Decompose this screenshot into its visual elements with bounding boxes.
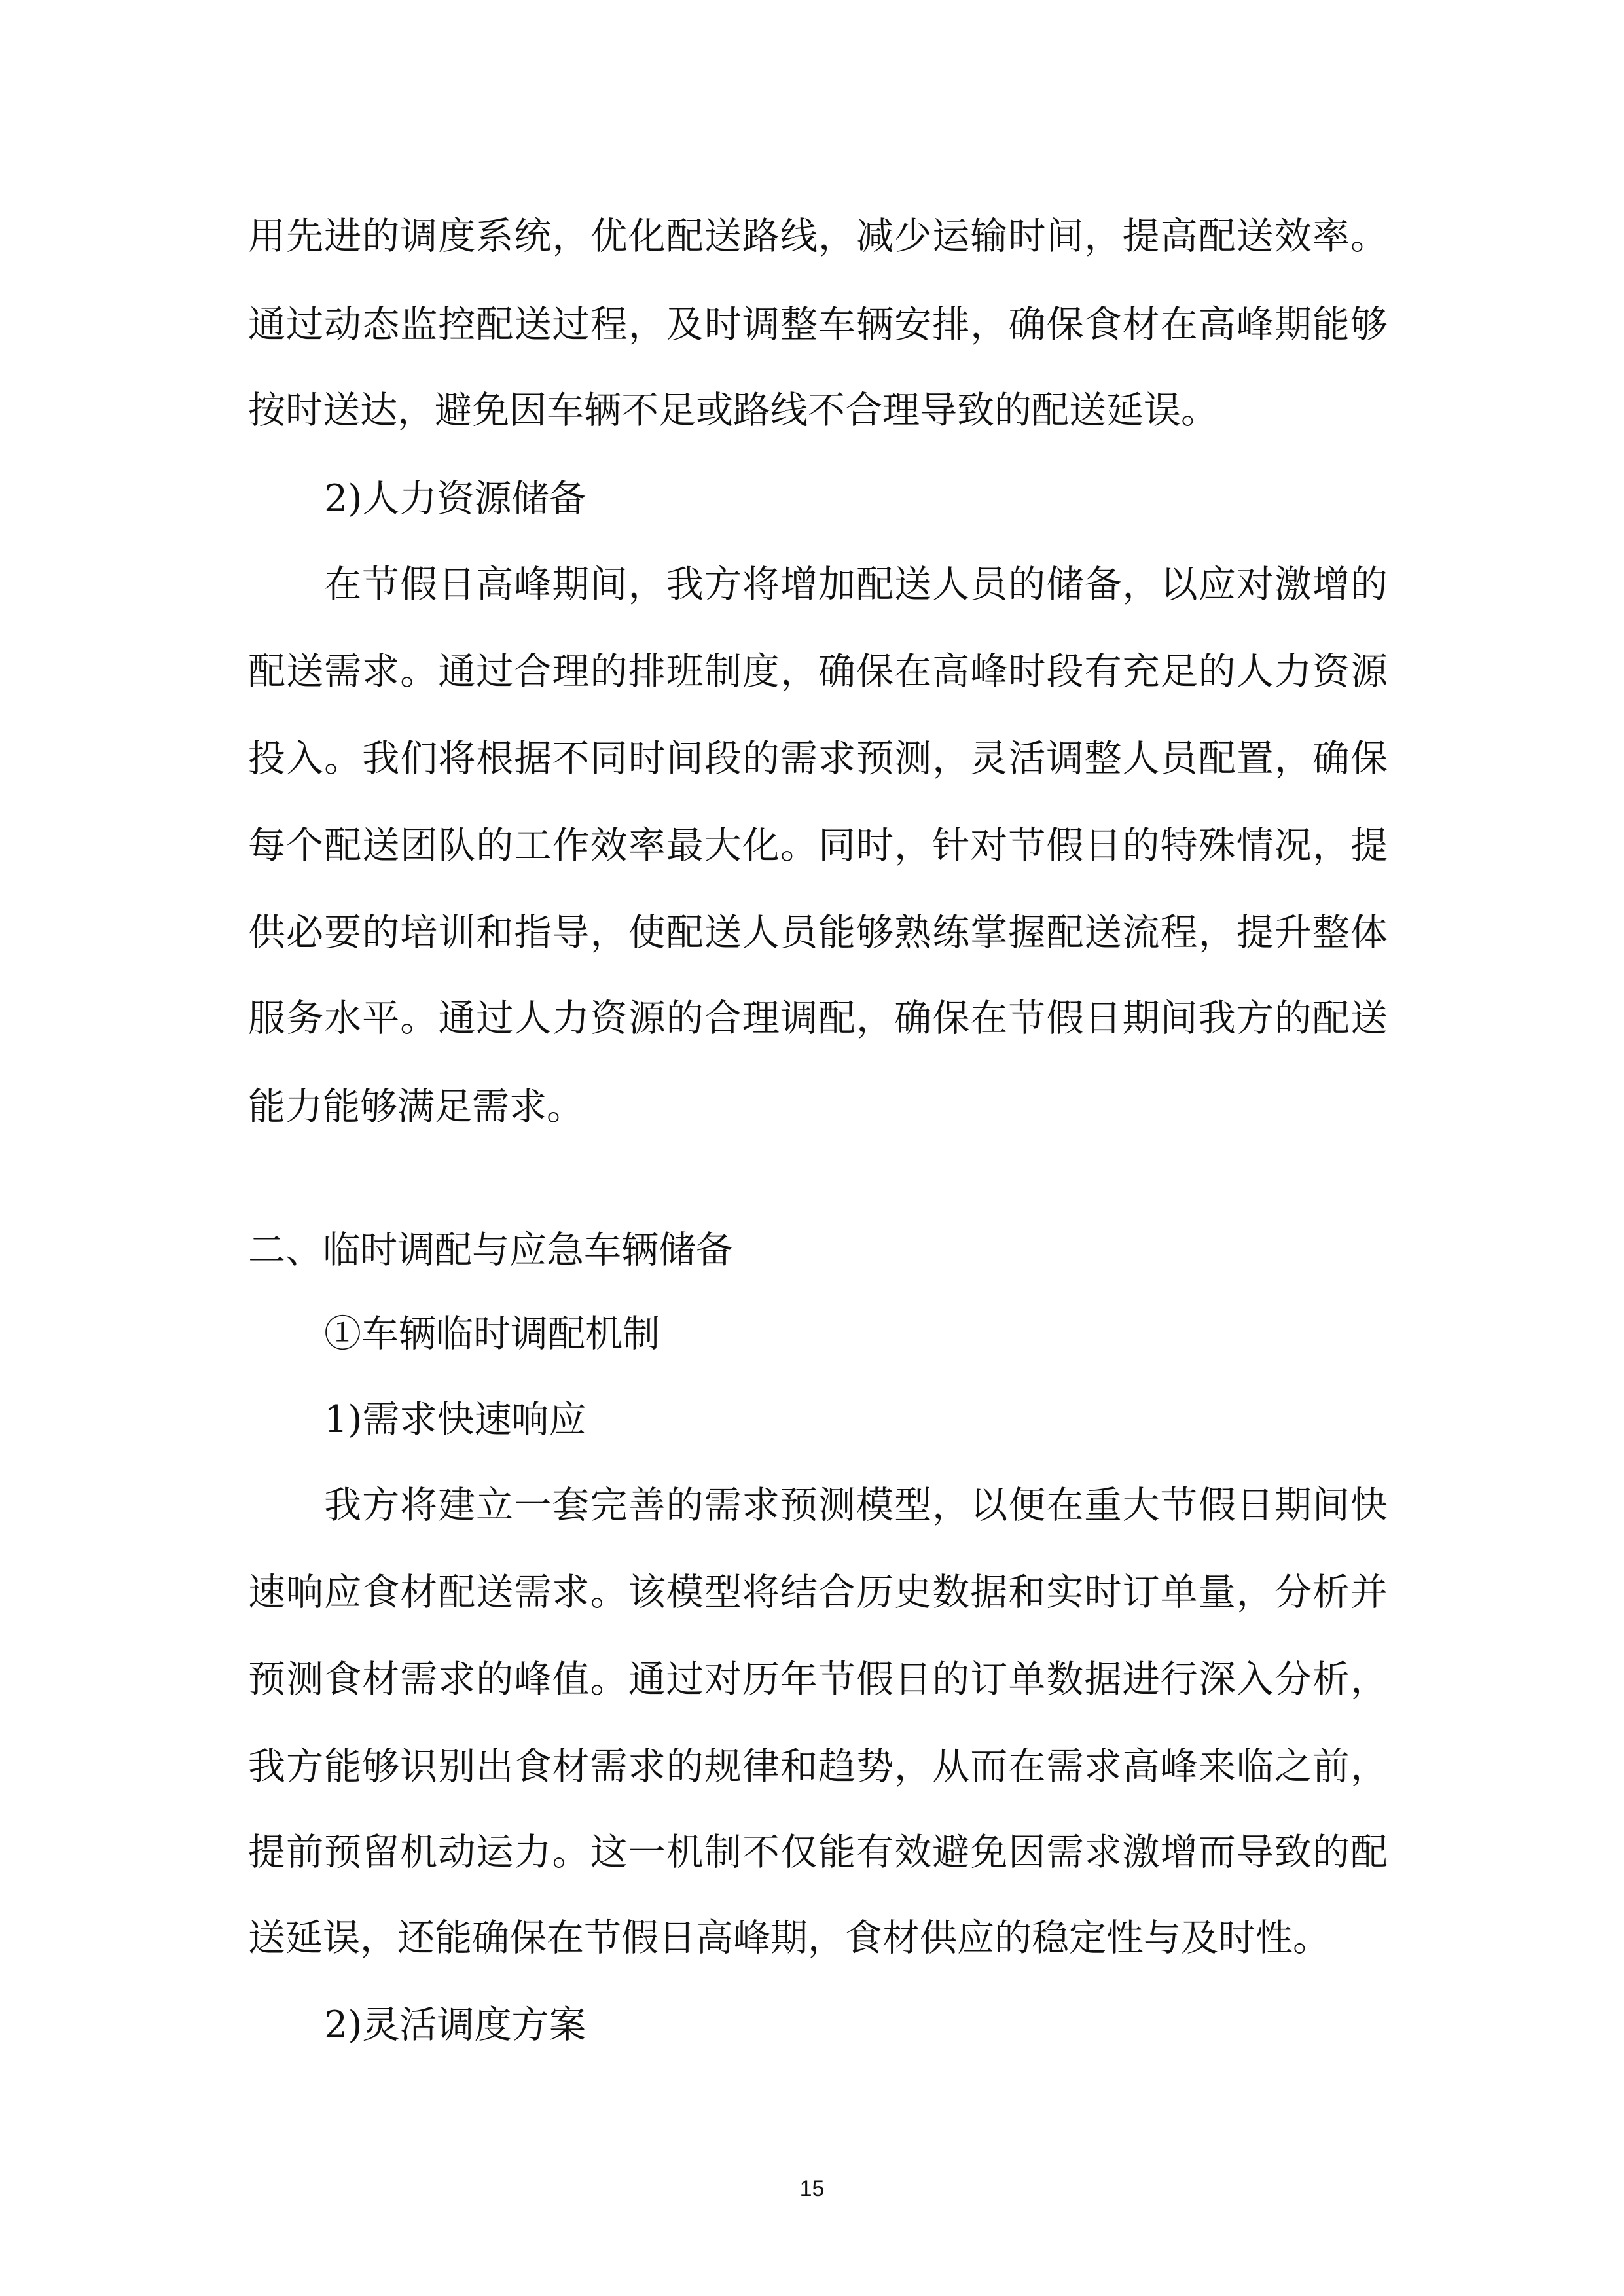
body-text-line: 我方将建立一套完善的需求预测模型，以便在重大节假日期间快 xyxy=(324,1484,1388,1527)
body-text-line: 速响应食材配送需求。该模型将结合历史数据和实时订单量，分析并 xyxy=(248,1571,1388,1614)
body-text-line: 服务水平。通过人力资源的合理调配，确保在节假日期间我方的配送 xyxy=(248,997,1388,1040)
body-text-line: 送延误，还能确保在节假日高峰期，食材供应的稳定性与及时性。 xyxy=(248,1916,1330,1960)
body-text-line: 按时送达，避免因车辆不足或路线不合理导致的配送延误。 xyxy=(248,389,1218,432)
body-text-line: 每个配送团队的工作效率最大化。同时，针对节假日的特殊情况，提 xyxy=(248,824,1388,867)
subheading: 2)人力资源储备 xyxy=(324,477,586,520)
body-text-line: 能力能够满足需求。 xyxy=(248,1085,584,1128)
body-text-line: 用先进的调度系统，优化配送路线，减少运输时间，提高配送效率。 xyxy=(248,215,1388,258)
section-heading: 二、临时调配与应急车辆储备 xyxy=(248,1229,733,1272)
body-text-line: 预测食材需求的峰值。通过对历年节假日的订单数据进行深入分析， xyxy=(248,1658,1388,1701)
page-number: 15 xyxy=(799,2176,825,2201)
body-text-line: 在节假日高峰期间，我方将增加配送人员的储备，以应对激增的 xyxy=(324,563,1388,606)
body-text-line: 投入。我们将根据不同时间段的需求预测，灵活调整人员配置，确保 xyxy=(248,737,1388,780)
subheading: ①车辆临时调配机制 xyxy=(324,1312,660,1355)
subheading: 1)需求快速响应 xyxy=(324,1398,586,1441)
body-text-line: 供必要的培训和指导，使配送人员能够熟练掌握配送流程，提升整体 xyxy=(248,911,1388,954)
body-text-line: 配送需求。通过合理的排班制度，确保在高峰时段有充足的人力资源 xyxy=(248,650,1388,693)
body-text-line: 我方能够识别出食材需求的规律和趋势，从而在需求高峰来临之前， xyxy=(248,1745,1388,1788)
body-text-line: 通过动态监控配送过程，及时调整车辆安排，确保食材在高峰期能够 xyxy=(248,303,1388,346)
subheading: 2)灵活调度方案 xyxy=(324,2003,586,2047)
body-text-line: 提前预留机动运力。这一机制不仅能有效避免因需求激增而导致的配 xyxy=(248,1831,1388,1874)
